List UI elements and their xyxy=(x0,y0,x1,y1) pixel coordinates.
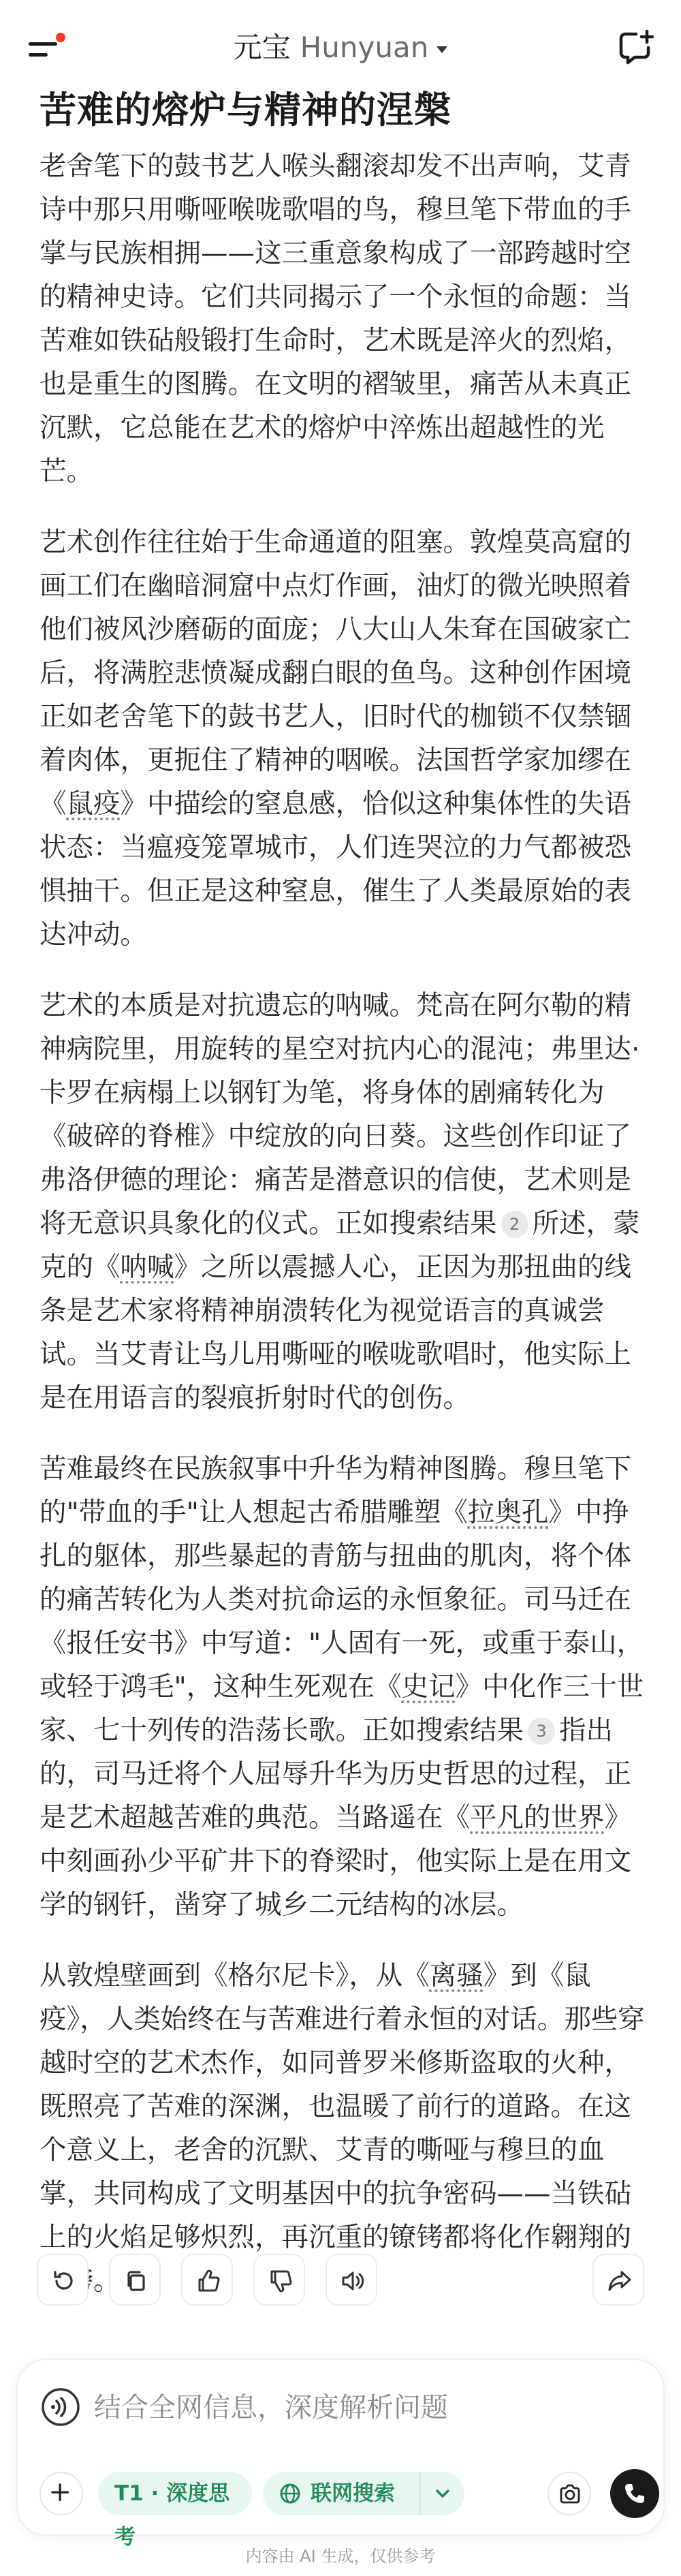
regenerate-button[interactable] xyxy=(37,2254,89,2306)
web-search-label: 联网搜索 xyxy=(311,2481,395,2506)
thumbs-down-icon xyxy=(268,2268,294,2294)
caret-down-icon xyxy=(437,46,447,53)
keyword-link-shuyi[interactable]: 鼠疫 xyxy=(66,788,121,820)
refresh-icon xyxy=(51,2268,77,2294)
share-button[interactable] xyxy=(592,2254,644,2306)
model-switcher[interactable] xyxy=(0,27,681,68)
keyword-link-nahan[interactable]: 呐喊 xyxy=(120,1252,174,1283)
keyword-link-shiji[interactable]: 史记 xyxy=(401,1671,456,1703)
web-search-options-button[interactable] xyxy=(419,2472,464,2515)
voice-call-button[interactable] xyxy=(610,2469,659,2518)
paragraph-text: 所述，蒙克的《 xyxy=(39,1208,640,1283)
paragraph-text: 》中描绘的窒息感，恰似这种集体性的失语状态：当瘟疫笼罩城市，人们连哭泣的力气都被恐惧抽干。但正是这种窒息，催生了人类最原始的表达冲动。 xyxy=(39,788,631,950)
keyword-link-laocoon[interactable]: 拉奥孔 xyxy=(467,1497,549,1528)
share-icon xyxy=(607,2268,633,2294)
thumbs-up-icon xyxy=(195,2268,221,2294)
paragraph-text: 》中挣扎的躯体，那些暴起的青筋与扭曲的肌肉，将个体的痛苦转化为人类对抗命运的永恒象征。司马迁在《报任安书》中写道："人固有一死，或重于泰山，或轻于鸿毛"，这种生死观在《 xyxy=(39,1497,644,1703)
section-heading: 苦难的熔炉与精神的涅槃 xyxy=(39,89,452,131)
paragraph-text: 》到《鼠疫》，人类始终在与苦难进行着永恒的对话。那些穿越时空的艺术杰作，如同普罗米修斯盗取的火种，既照亮了苦难的深渊，也温暖了前行的道路。在这个意义上，老舍的沉默、艾青的嘶哑与穆旦的血掌，共同构成了文明基因中的抗争密码——当铁砧上的火焰足够炽烈，再沉重的镣铐都将化作翱翔的 膀。 xyxy=(39,1960,645,2297)
paragraph-text: 艺术的本质是对抗遗忘的呐喊。梵高在阿尔勒的精神病院里，用旋转的星空对抗内心的混沌；弗里达·卡罗在病榻上以钢钉为笔，将身体的剧痛转化为《破碎的脊椎》中绽放的向日葵。这些创作印证了弗洛伊德的理论：痛苦是潜意识的信使，艺术则是将无意识具象化的仪式。正如搜索结果 xyxy=(39,990,640,1239)
paragraph-text: 从敦煌壁画到《格尔尼卡》，从《 xyxy=(39,1960,430,1991)
new-chat-button[interactable] xyxy=(616,27,656,68)
paragraph-text: 苦难最终在民族叙事中升华为精神图腾。穆旦笔下的"带血的手"让人想起古希腊雕塑《 xyxy=(39,1453,631,1528)
deep-think-label: T1 · 深度思考 xyxy=(114,2481,230,2549)
chevron-down-icon xyxy=(433,2484,452,2503)
reference-badge-2[interactable]: 2 xyxy=(501,1211,528,1238)
voice-input-icon[interactable] xyxy=(41,2387,80,2427)
paragraph-1 xyxy=(39,144,646,493)
speaker-icon xyxy=(340,2268,366,2294)
model-name: Hunyuan xyxy=(300,31,429,64)
copy-button[interactable] xyxy=(109,2254,161,2306)
composer xyxy=(16,2359,665,2549)
app-name: 元宝 xyxy=(233,31,291,64)
like-button[interactable] xyxy=(181,2254,233,2306)
copy-icon xyxy=(123,2268,149,2294)
paragraph-text: 》中刻画孙少平矿井下的脊梁时，他实际上是在用文学的钢钎，凿穿了城乡二元结构的冰层。 xyxy=(39,1802,631,1921)
paragraph-text: 艺术创作往往始于生命通道的阻塞。敦煌莫高窟的画工们在幽暗洞窟中点灯作画，油灯的微光映照着他们被风沙磨砺的面庞；八大山人朱耷在国破家亡后，将满腔悲愤凝成翻白眼的鱼鸟。这种创作困境正如老舍笔下的鼓书艺人，旧时代的枷锁不仅禁锢着肉体，更扼住了精神的咽喉。法国哲学家加缪在《 xyxy=(39,527,631,820)
paragraph-3 xyxy=(39,984,646,1420)
globe-icon xyxy=(279,2483,301,2504)
paragraph-text: 》之所以震撼人心，正因为那扭曲的线条是艺术家将精神崩溃转化为视觉语言的真诚尝试。当艾青让鸟儿用嘶哑的喉咙歌唱时，他实际上是在用语言的裂痕折射时代的创伤。 xyxy=(39,1252,631,1414)
prompt-input[interactable] xyxy=(94,2386,625,2430)
top-bar xyxy=(0,0,681,95)
keyword-link-pingfan[interactable]: 平凡的世界 xyxy=(470,1802,605,1833)
add-attachment-button[interactable] xyxy=(39,2472,83,2515)
paragraph-2 xyxy=(39,521,646,957)
ai-disclaimer: 内容由 AI 生成，仅供参考 xyxy=(245,2547,436,2566)
paragraph-text: 指出的，司马迁将个人屈辱升华为历史哲思的过程，正是艺术超越苦难的典范。当路遥在《 xyxy=(39,1715,631,1833)
paragraph-text: 》中化作三十世家、七十列传的浩荡长歌。正如搜索结果 xyxy=(39,1671,644,1746)
paragraph-4 xyxy=(39,1447,646,1927)
phone-icon xyxy=(622,2481,647,2506)
answer-actions xyxy=(37,2254,644,2308)
web-search-toggle[interactable] xyxy=(263,2472,440,2515)
deep-think-toggle[interactable] xyxy=(98,2472,252,2549)
reference-badge-3[interactable]: 3 xyxy=(528,1718,555,1745)
keyword-link-lisao[interactable]: 离骚 xyxy=(429,1960,484,1991)
read-aloud-button[interactable] xyxy=(326,2254,377,2306)
camera-button[interactable] xyxy=(548,2472,591,2515)
camera-icon xyxy=(558,2483,582,2506)
dislike-button[interactable] xyxy=(253,2254,305,2306)
answer-content xyxy=(39,82,646,2303)
paragraph-5 xyxy=(39,1954,646,2303)
new-chat-icon xyxy=(616,27,656,68)
plus-icon xyxy=(41,2473,82,2514)
paragraph-text: 老舍笔下的鼓书艺人喉头翻滚却发不出声响，艾青诗中那只用嘶哑喉咙歌唱的鸟，穆旦笔下带血的手掌与民族相拥——这三重意象构成了一部跨越时空的精神史诗。它们共同揭示了一个永恒的命题：当苦难如铁砧般锻打生命时，艺术既是淬火的烈焰，也是重生的图腾。在文明的褶皱里，痛苦从未真正沉默，它总能在艺术的熔炉中淬炼出超越性的光芒。 xyxy=(39,151,631,487)
